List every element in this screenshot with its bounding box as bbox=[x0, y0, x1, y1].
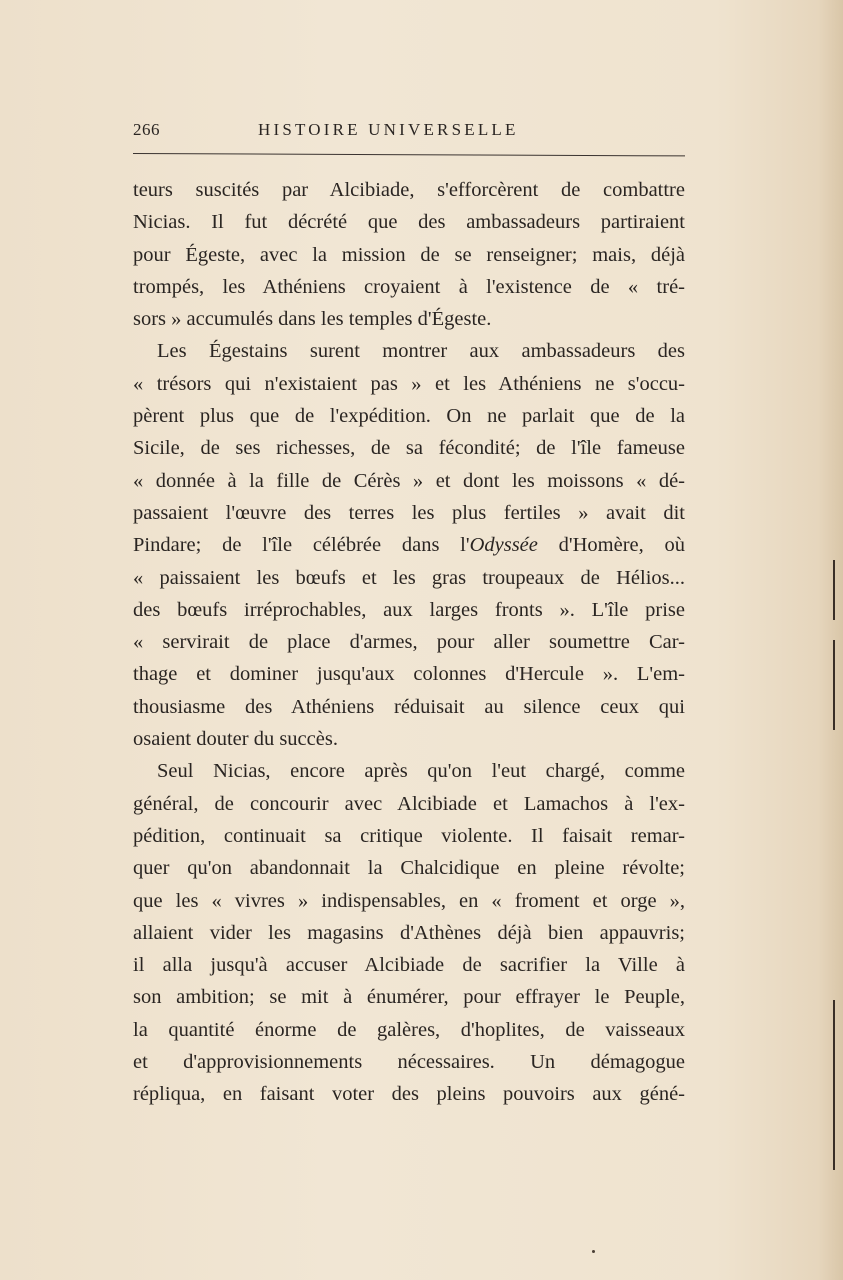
page-header bbox=[133, 118, 683, 148]
ink-speck bbox=[592, 1250, 595, 1253]
text-line: pour Égeste, avec la mission de se renseigner; mais, déjà bbox=[133, 243, 685, 266]
page-edge-mark bbox=[833, 560, 835, 620]
text-line: thousiasme des Athéniens réduisait au silence ceux qui bbox=[133, 695, 685, 718]
text-line: quer qu'on abandonnait la Chalcidique en pleine révolte; bbox=[133, 857, 685, 880]
text-line: pèrent plus que de l'expédition. On ne parlait que de la bbox=[133, 405, 685, 428]
header-rule bbox=[133, 153, 685, 156]
text-line: son ambition; se mit à énumérer, pour effrayer le Peuple, bbox=[133, 986, 685, 1009]
text-line: passaient l'œuvre des terres les plus fertiles » avait dit bbox=[133, 501, 685, 524]
text-line: teurs suscités par Alcibiade, s'efforcèrent de combattre bbox=[133, 179, 685, 201]
page-number: 266 bbox=[133, 120, 160, 139]
text-line: Pindare; de l'île célébrée dans l'Odyssée d'Homère, où bbox=[133, 534, 686, 557]
text-line: Nicias. Il fut décrété que des ambassadeurs partiraient bbox=[133, 211, 685, 234]
text-line: général, de concourir avec Alcibiade et Lamachos à l'ex- bbox=[133, 792, 685, 815]
text-line: sors » accumulés dans les temples d'Égeste. bbox=[133, 308, 492, 331]
page-edge-mark bbox=[833, 640, 835, 730]
text-line: « paissaient les bœufs et les gras troupeaux de Hélios... bbox=[133, 566, 685, 589]
text-line: osaient douter du succès. bbox=[133, 728, 338, 751]
text-line: « donnée à la fille de Cérès » et dont les moissons « dé- bbox=[133, 469, 685, 492]
text-line: pédition, continuait sa critique violente. Il faisait remar- bbox=[133, 824, 685, 847]
text-line: la quantité énorme de galères, d'hoplites, de vaisseaux bbox=[133, 1018, 685, 1041]
text-line: que les « vivres » indispensables, en « froment et orge », bbox=[133, 889, 685, 912]
book-title-italic: Odyssée bbox=[469, 534, 538, 557]
running-head: HISTOIRE UNIVERSELLE bbox=[258, 120, 519, 139]
page-edge-mark bbox=[833, 1000, 835, 1170]
text-line: « trésors qui n'existaient pas » et les Athéniens ne s'occu- bbox=[133, 372, 685, 395]
text-line: des bœufs irréprochables, aux larges fronts ». L'île prise bbox=[133, 598, 685, 621]
text-line: répliqua, en faisant voter des pleins pouvoirs aux géné- bbox=[133, 1083, 685, 1106]
text-line: « servirait de place d'armes, pour aller soumettre Car- bbox=[133, 631, 685, 654]
body-text bbox=[133, 174, 685, 1111]
text-line: Les Égestains surent montrer aux ambassadeurs des bbox=[157, 340, 685, 363]
text-line: Seul Nicias, encore après qu'on l'eut chargé, comme bbox=[157, 760, 685, 783]
text-line: et d'approvisionnements nécessaires. Un démagogue bbox=[133, 1051, 685, 1074]
text-line: il alla jusqu'à accuser Alcibiade de sacrifier la Ville à bbox=[133, 954, 685, 977]
text-line: trompés, les Athéniens croyaient à l'existence de « tré- bbox=[133, 275, 685, 298]
text-line: allaient vider les magasins d'Athènes déjà bien appauvris; bbox=[133, 921, 685, 944]
text-line: Sicile, de ses richesses, de sa fécondité; de l'île fameuse bbox=[133, 437, 685, 460]
text-line: thage et dominer jusqu'aux colonnes d'Hercule ». L'em- bbox=[133, 663, 685, 686]
